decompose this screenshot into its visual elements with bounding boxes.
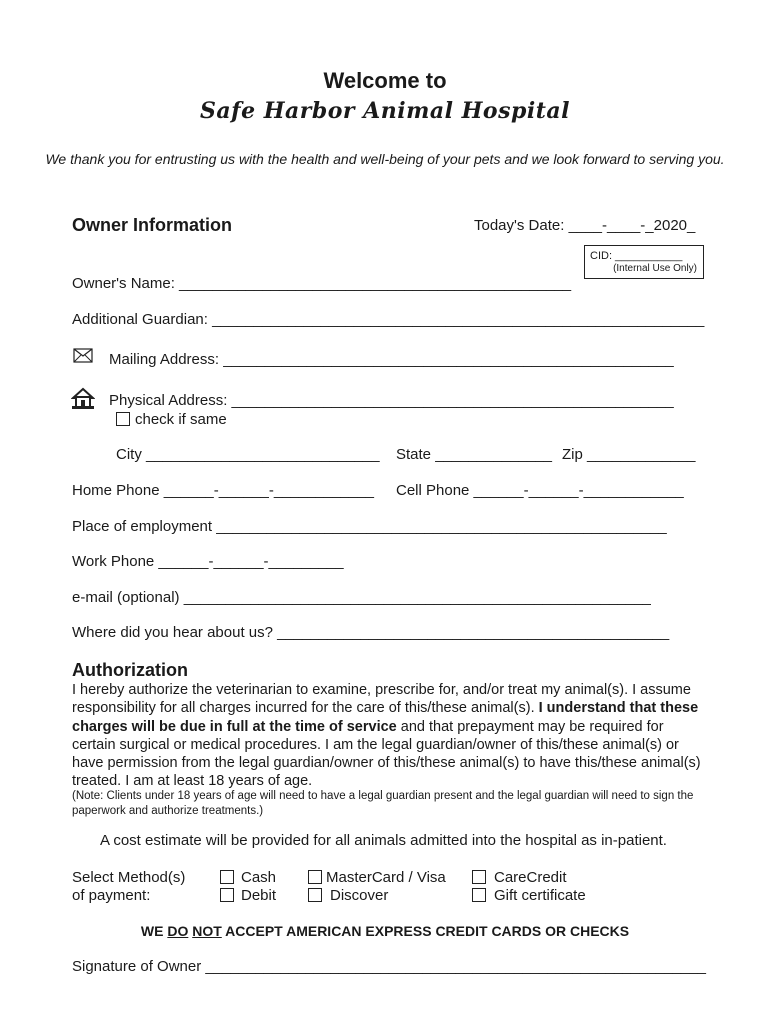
- notice-we: WE: [140, 923, 168, 939]
- debit-label: Debit: [241, 887, 277, 904]
- cell-phone-field[interactable]: Cell Phone ______-______-____________: [396, 482, 684, 499]
- authorization-text-part1: I hereby authorize the veterinarian to examine, prescribe for, and/or treat my animal(s). I assume responsibility for all charges incurred for the care of this/these animal(s).: [72, 682, 691, 717]
- authorization-note: (Note: Clients under 18 years of age will need to have a legal guardian present and the legal guardian will need to sign the paperwork and authorize treatments.): [72, 790, 694, 817]
- carecredit-checkbox[interactable]: [472, 870, 486, 884]
- mailing-address-field[interactable]: Mailing Address: ______________________________________________________: [109, 351, 674, 368]
- authorization-heading: Authorization: [72, 660, 188, 680]
- check-if-same-label: check if same: [135, 411, 227, 428]
- authorization-text-bold: I understand that these charges will be due in full at the time of service: [72, 700, 699, 735]
- hospital-name: Safe Harbor Animal Hospital: [199, 98, 571, 124]
- house-icon: [71, 386, 95, 410]
- amex-notice: [0, 923, 770, 939]
- mastercard-visa-checkbox[interactable]: [308, 870, 322, 884]
- notice-not: NOT: [192, 923, 222, 939]
- cid-note: (Internal Use Only): [613, 263, 697, 274]
- carecredit-label: CareCredit: [494, 869, 567, 886]
- zip-field[interactable]: Zip _____________: [562, 446, 696, 463]
- signature-field[interactable]: Signature of Owner ____________________________________________________________: [72, 958, 706, 975]
- mastercard-visa-label: MasterCard / Visa: [326, 869, 446, 886]
- cost-estimate-text: A cost estimate will be provided for all animals admitted into the hospital as in-patient.: [100, 832, 667, 849]
- notice-rest: ACCEPT AMERICAN EXPRESS CREDIT CARDS OR CHECKS: [221, 923, 630, 939]
- owners-name-field[interactable]: Owner's Name: _______________________________________________: [72, 275, 572, 292]
- welcome-title: Welcome to: [323, 68, 447, 93]
- work-phone-field[interactable]: Work Phone ______-______-_________: [72, 553, 344, 570]
- email-field[interactable]: e-mail (optional) ________________________________________________________: [72, 589, 651, 606]
- authorization-text-part2: and that prepayment may be required for certain surgical or medical procedures. I am the legal guardian/owner of this/these animal(s) or have permission from the legal guardian/owner of this/these animal(s) to have this/these animal(s) treated. I am at least 18 years of age.: [72, 718, 701, 790]
- owner-info-heading: Owner Information: [72, 215, 233, 235]
- payment-label-line1: Select Method(s): [72, 869, 186, 886]
- gift-certificate-checkbox[interactable]: [472, 888, 486, 902]
- physical-address-field[interactable]: Physical Address: _____________________________________________________: [109, 392, 674, 409]
- home-phone-field[interactable]: Home Phone ______-______-____________: [72, 482, 374, 499]
- cash-label: Cash: [241, 869, 277, 886]
- payment-label-line2: of payment:: [72, 887, 151, 904]
- cid-box: [584, 245, 704, 279]
- place-of-employment-field[interactable]: Place of employment ______________________________________________________: [72, 518, 667, 535]
- todays-date-field[interactable]: Today's Date: ____-____-_2020_: [474, 217, 696, 234]
- discover-checkbox[interactable]: [308, 888, 322, 902]
- discover-label: Discover: [330, 887, 389, 904]
- intro-text: We thank you for entrusting us with the health and well-being of your pets and we look forward to serving you.: [45, 151, 725, 167]
- where-heard-field[interactable]: Where did you hear about us? _______________________________________________: [72, 624, 670, 641]
- envelope-icon: [73, 348, 93, 363]
- cash-checkbox[interactable]: [220, 870, 234, 884]
- same-address-checkbox[interactable]: [116, 412, 130, 426]
- city-field[interactable]: City ____________________________: [116, 446, 380, 463]
- debit-checkbox[interactable]: [220, 888, 234, 902]
- authorization-text: [72, 681, 702, 791]
- cid-field: CID: ___________: [590, 250, 683, 262]
- gift-certificate-label: Gift certificate: [494, 887, 586, 904]
- state-field[interactable]: State ______________: [396, 446, 552, 463]
- notice-do: DO: [167, 923, 189, 939]
- additional-guardian-field[interactable]: Additional Guardian: ___________________________________________________________: [72, 311, 705, 328]
